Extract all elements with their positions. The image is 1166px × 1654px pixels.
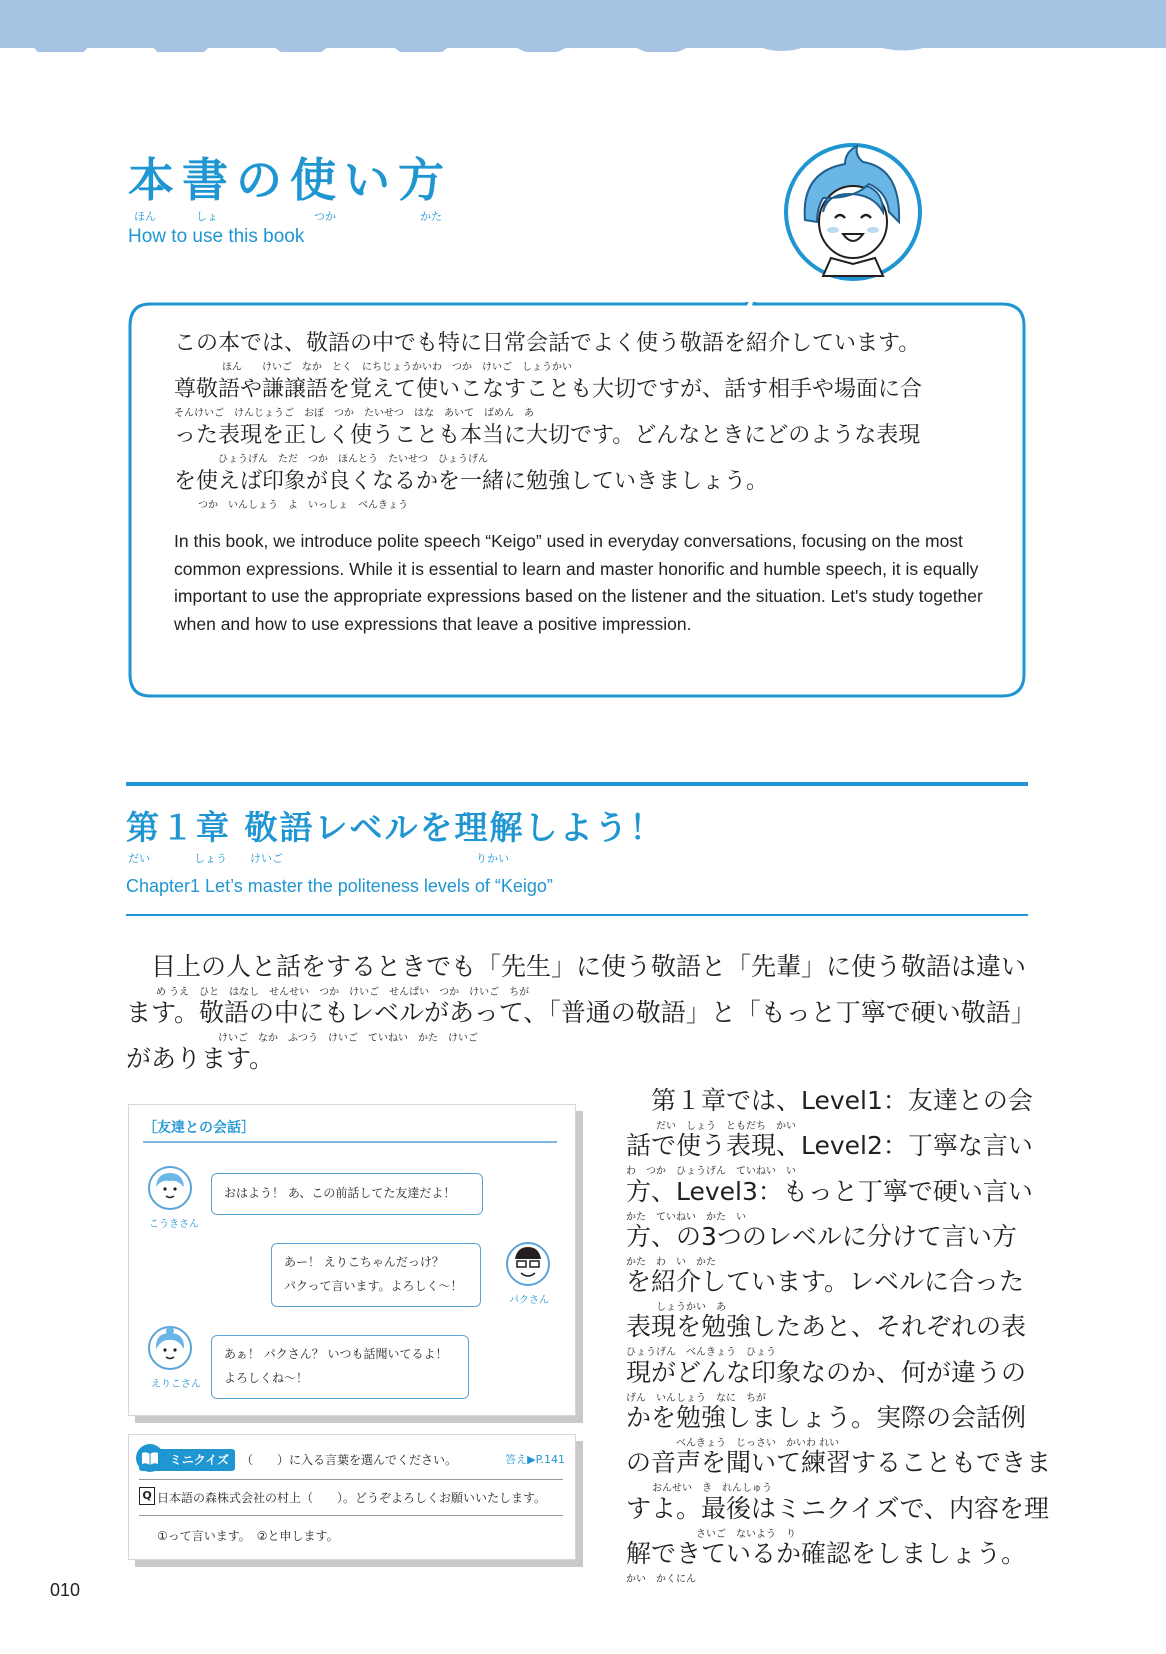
dialog-text-1: おはよう！ あ、この前話してた友達だよ！ xyxy=(224,1186,456,1200)
kouki-face-icon xyxy=(147,1165,193,1211)
col-ruby-8: べんきょう じっさい かいわ れい xyxy=(676,1438,840,1450)
dialog-bubble-3 xyxy=(211,1335,469,1399)
ruby-sho: しょ xyxy=(196,210,218,223)
page-title: 本書の使い方 xyxy=(128,153,452,207)
jp-line-4: を使えば印象が良くなるかを一緒に勉強していきましょう。 xyxy=(174,469,769,494)
col-ruby-11: かい かくにん xyxy=(626,1573,696,1585)
jp-ruby-2: そんけいご けんじょうご おぼ つか たいせつ はな あいて ばめん あ xyxy=(174,408,534,419)
col-ruby-5: しょうかい あ xyxy=(656,1302,726,1314)
smiling-girl-avatar-icon xyxy=(783,142,923,282)
sheet-heading: ［友達との会話］ xyxy=(143,1120,255,1136)
dialog-text-2b: パクって言います。よろしく〜！ xyxy=(284,1279,463,1293)
paku-face-icon xyxy=(505,1241,551,1287)
mini-quiz-box xyxy=(128,1434,576,1560)
quiz-choices: ①って言います。 ②と申します。 xyxy=(157,1529,339,1543)
dialog-text-2a: あー！ えりこちゃんだっけ？ xyxy=(284,1255,444,1269)
speaker-paku: パクさん xyxy=(509,1295,549,1306)
jp-ruby-4: つか いんしょう よ いっしょ べんきょう xyxy=(198,500,408,511)
chapter-subtitle: Chapter1 Let’s master the politeness levels of “Keigo” xyxy=(126,876,553,896)
quiz-separator-2 xyxy=(139,1515,563,1516)
intro-speech-bubble xyxy=(128,302,1026,698)
open-book-icon xyxy=(135,1443,165,1473)
sheet-divider xyxy=(143,1141,557,1143)
col-line-10: すよ。最後はミニクイズで、内容を理 xyxy=(626,1493,1050,1523)
col-line-3: 方、Level3：もっと丁寧で硬い言い xyxy=(626,1176,1033,1206)
jp-line-1: この本では、敬語の中でも特に日常会話でよく使う敬語を紹介しています。 xyxy=(174,331,921,356)
dialog-bubble-1 xyxy=(211,1173,483,1215)
body-line-2: ます。敬語の中にもレベルがあって、「普通の敬語」と「もっと丁寧で硬い敬語」 xyxy=(126,998,1036,1027)
intro-english-text: In this book, we introduce polite speech “Keigo” used in everyday conversations, focusing on the most common expressions. While it is essential to learn and master honorific and humble speech, it is equally important to use the appropriate expressions based on the listener and the situation. Let's study together when and how to use expressions that leave a positive impression. xyxy=(174,531,983,634)
chapter-rule-bottom xyxy=(126,914,1028,916)
col-ruby-6: ひょうげん べんきょう ひょう xyxy=(626,1347,776,1359)
col-ruby-7: げん いんしょう なに ちが xyxy=(626,1392,766,1404)
eriko-face-icon xyxy=(147,1325,193,1371)
dialog-text-3b: よろしくね〜！ xyxy=(224,1371,309,1385)
quiz-badge: ミニクイズ xyxy=(139,1449,235,1471)
body-column xyxy=(626,1086,1052,1586)
body-line-1: 目上の人と話をするときでも「先生」に使う敬語と「先輩」に使う敬語は違い xyxy=(126,952,1027,981)
col-line-4: 方、の3つのレベルに分けて言い方 xyxy=(626,1221,1017,1251)
chapter-rule-top xyxy=(126,782,1028,786)
col-ruby-4: かた わ い かた xyxy=(626,1256,716,1268)
dialog-bubble-2 xyxy=(271,1243,481,1307)
ruby-kata: かた xyxy=(420,210,442,223)
col-ruby-3: かた ていねい かた い xyxy=(626,1211,746,1223)
quiz-answer-ref: 答え▶P.141 xyxy=(505,1453,565,1466)
col-line-6: 表現を勉強したあと、それぞれの表 xyxy=(626,1312,1027,1342)
col-ruby-10: さいご ないよう り xyxy=(696,1528,796,1540)
jp-ruby-1: ほん けいご なか とく にちじょうかいわ つか けいご しょうかい xyxy=(222,362,572,373)
col-line-1: 第１章では、Level1：友達との会 xyxy=(626,1086,1033,1115)
quiz-instruction: （ ）に入る言葉を選んでください。 xyxy=(241,1453,458,1467)
quiz-separator-1 xyxy=(139,1479,563,1480)
chapter-title: 第１章 敬語レベルを理解しよう！ xyxy=(126,808,665,847)
top-band xyxy=(0,0,1166,48)
quiz-q-label: Q xyxy=(139,1487,155,1505)
col-line-8: かを勉強しましょう。実際の会話例 xyxy=(626,1403,1027,1433)
body-ruby-1: め うえ ひと はなし せんせい つか けいご せんぱい つか けいご ちが xyxy=(156,987,530,998)
col-line-2: 話で使う表現、Level2：丁寧な言い xyxy=(626,1131,1033,1161)
col-ruby-2: わ つか ひょうげん ていねい い xyxy=(626,1166,796,1178)
body-intro xyxy=(126,952,1036,1092)
col-line-9: の音声を聞いて練習することもできま xyxy=(626,1448,1052,1478)
ruby-shou: しょう xyxy=(194,852,227,865)
jp-line-3: った表現を正しく使うことも本当に大切です。どんなときにどのような表現 xyxy=(174,423,921,448)
ruby-keigo: けいご xyxy=(250,852,283,865)
quiz-question: 日本語の森株式会社の村上（ ）。どうぞよろしくお願いいたします。 xyxy=(157,1491,547,1505)
ruby-rikai: りかい xyxy=(476,852,509,865)
speaker-eriko: えりこさん xyxy=(151,1379,201,1390)
col-ruby-1: だい しょう ともだち かい xyxy=(656,1121,796,1132)
body-line-3: があります。 xyxy=(126,1044,275,1073)
col-line-5: を紹介しています。レベルに合った xyxy=(626,1267,1025,1297)
speaker-kouki: こうきさん xyxy=(149,1219,199,1230)
ruby-tsuka: つか xyxy=(314,210,336,223)
sample-conversation-sheet xyxy=(128,1104,576,1416)
jp-ruby-3: ひょうげん ただ つか ほんとう たいせつ ひょうげん xyxy=(218,454,488,465)
col-line-11: 解できているか確認をしましょう。 xyxy=(626,1538,1027,1568)
band-torn-edge xyxy=(0,38,1166,52)
ruby-dai: だい xyxy=(128,852,150,865)
jp-line-2: 尊敬語や謙譲語を覚えて使いこなすことも大切ですが、話す相手や場面に合 xyxy=(174,377,923,402)
body-ruby-2: けいご なか ふつう けいご ていねい かた けいご xyxy=(218,1033,478,1044)
page-number: 010 xyxy=(50,1580,81,1600)
ruby-hon: ほん xyxy=(134,210,156,223)
col-line-7: 現がどんな印象なのか、何が違うの xyxy=(626,1357,1027,1387)
col-ruby-9: おんせい き れんしゅう xyxy=(652,1483,772,1495)
intro-japanese-text xyxy=(174,332,994,516)
page-subtitle: How to use this book xyxy=(128,226,305,247)
dialog-text-3a: あぁ！ パクさん？ いつも話聞いてるよ！ xyxy=(224,1347,448,1361)
